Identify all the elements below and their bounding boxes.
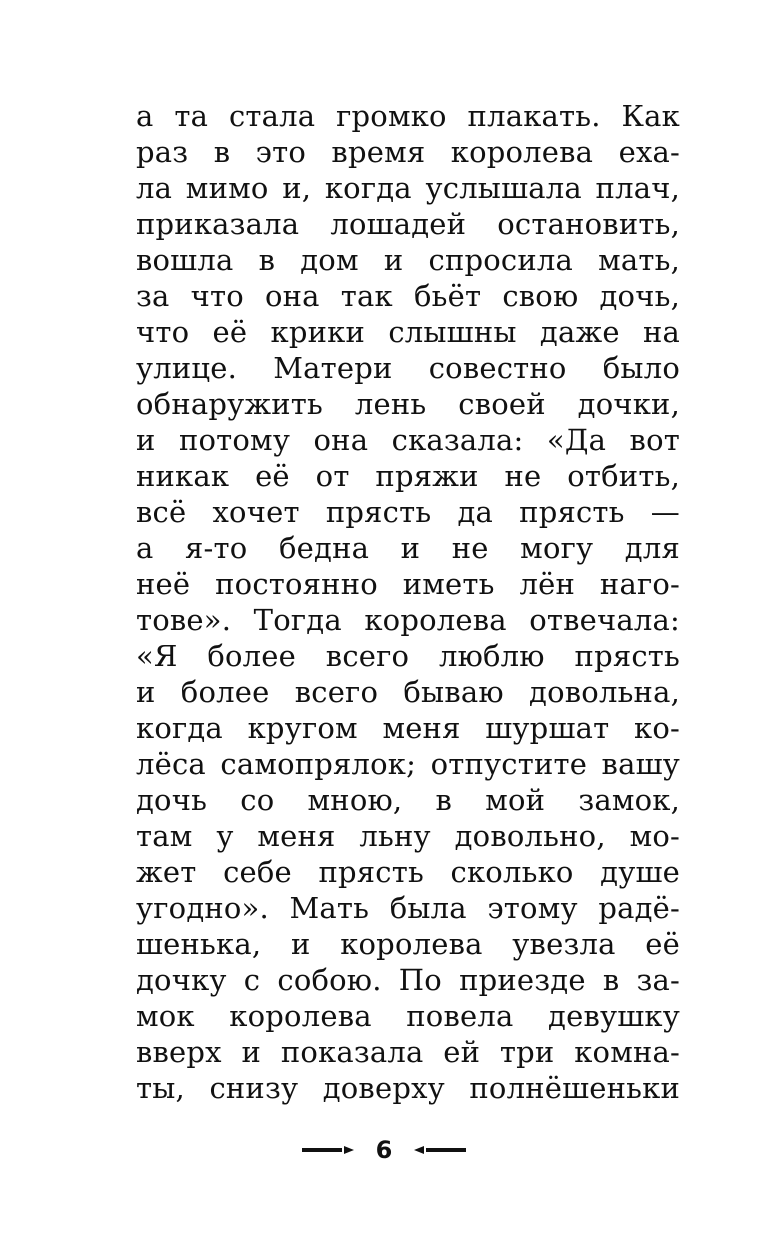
text-line: там у меня льну довольно, мо- — [136, 819, 680, 853]
text-line: а та стала громко плакать. Как — [136, 99, 680, 133]
text-line: жет себе прясть сколько душе — [136, 855, 680, 889]
text-line: раз в это время королева еха- — [136, 135, 680, 169]
left-ornament-icon — [302, 1146, 354, 1154]
text-line: всё хочет прясть да прясть — — [136, 495, 680, 529]
text-line: приказала лошадей остановить, — [136, 207, 680, 241]
text-line: дочку с собою. По приезде в за- — [136, 963, 680, 997]
right-ornament-icon — [414, 1146, 466, 1154]
text-line: угодно». Мать была этому радё- — [136, 891, 680, 925]
page-number: 6 — [375, 1136, 393, 1164]
text-line: «Я более всего люблю прясть — [136, 639, 680, 673]
text-line: а я-то бедна и не могу для — [136, 531, 680, 565]
text-line: ла мимо и, когда услышала плач, — [136, 171, 680, 205]
text-line: мок королева повела девушку — [136, 999, 680, 1033]
page-footer — [0, 1130, 768, 1170]
text-line: обнаружить лень своей дочки, — [136, 387, 680, 421]
text-line: неё постоянно иметь лён наго- — [136, 567, 680, 601]
text-line: ты, снизу доверху полнёшеньки — [136, 1071, 680, 1105]
text-line: улице. Матери совестно было — [136, 351, 680, 385]
text-line: за что она так бьёт свою дочь, — [136, 279, 680, 313]
text-line: вошла в дом и спросила мать, — [136, 243, 680, 277]
text-line: шенька, и королева увезла её — [136, 927, 680, 961]
body-text — [136, 98, 680, 1106]
text-line: тове». Тогда королева отвечала: — [136, 603, 680, 637]
text-line: когда кругом меня шуршат ко- — [136, 711, 680, 745]
text-line: никак её от пряжи не отбить, — [136, 459, 680, 493]
text-line: что её крики слышны даже на — [136, 315, 680, 349]
text-line: вверх и показала ей три комна- — [136, 1035, 680, 1069]
text-line: и потому она сказала: «Да вот — [136, 423, 680, 457]
text-line: дочь со мною, в мой замок, — [136, 783, 680, 817]
text-line: и более всего бываю довольна, — [136, 675, 680, 709]
text-line: лёса самопрялок; отпустите вашу — [136, 747, 680, 781]
